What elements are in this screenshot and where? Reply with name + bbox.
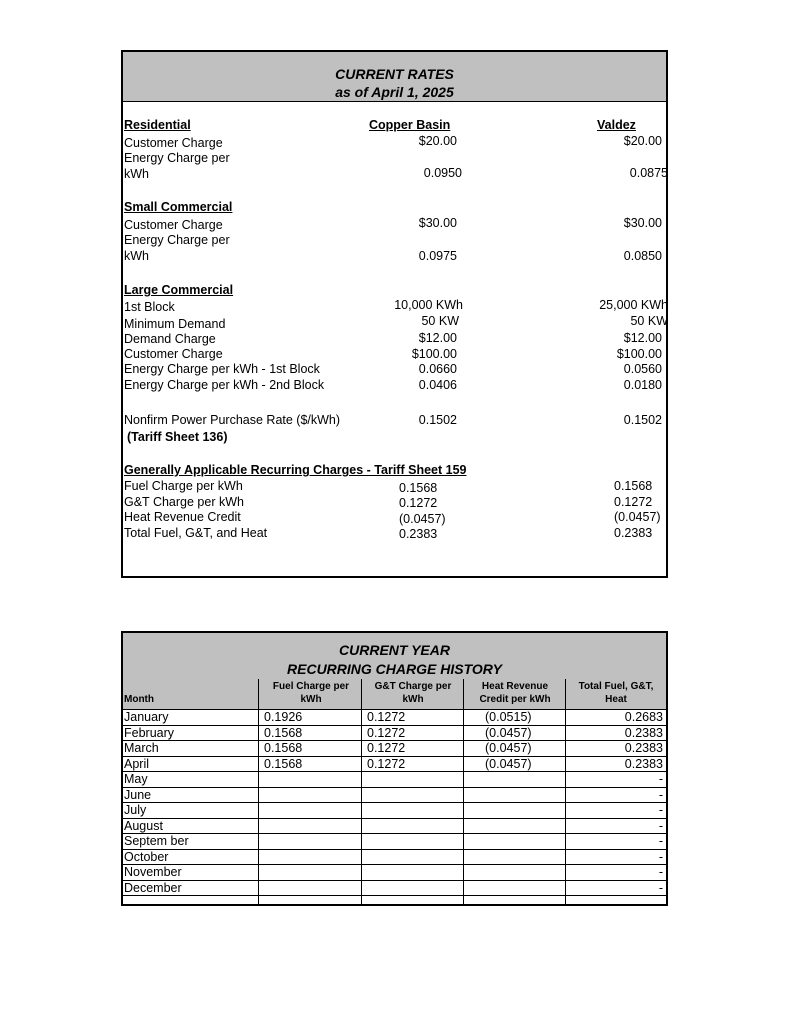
history-month-cell: March	[124, 741, 159, 755]
history-total-cell: 0.2383	[624, 725, 663, 740]
total-header-line1: Total Fuel, G&T,	[578, 681, 654, 692]
large-commercial-row-copper: $100.00	[411, 347, 457, 361]
recurring-row-label: Total Fuel, G&T, and Heat	[124, 526, 268, 540]
history-total-cell: 0.2383	[624, 756, 663, 771]
copper-basin-column-header: Copper Basin	[369, 118, 451, 132]
valdez-column-header: Valdez	[597, 118, 636, 132]
month-column-header: Month	[124, 694, 154, 705]
history-month-cell: October	[124, 849, 169, 864]
large-commercial-row-valdez: 0.0180	[623, 378, 662, 392]
history-total-cell: -	[658, 865, 663, 879]
rates-title: CURRENT RATES	[335, 66, 454, 82]
column-divider	[258, 679, 259, 906]
history-month-cell: July	[124, 803, 147, 817]
column-divider	[463, 679, 464, 906]
history-total-cell: -	[658, 772, 663, 786]
nonfirm-rate-valdez: 0.1502	[623, 413, 662, 427]
recurring-charges-heading: Generally Applicable Recurring Charges - Tariff Sheet 159	[124, 463, 467, 477]
history-fuel-cell: 0.1568	[264, 725, 303, 740]
history-month-cell: May	[124, 772, 148, 786]
history-total-cell: -	[658, 880, 663, 895]
history-month-cell: Septem ber	[124, 834, 189, 848]
rates-subtitle: as of April 1, 2025	[335, 84, 454, 100]
gt-charge-header-line2: kWh	[402, 694, 424, 705]
large-commercial-row-label: 1st Block	[124, 300, 175, 314]
recurring-row-copper: (0.0457)	[399, 512, 446, 526]
history-total-cell: -	[658, 787, 663, 802]
large-commercial-row-label: Energy Charge per kWh - 2nd Block	[124, 378, 325, 392]
small-commercial-energy-copper: 0.0975	[418, 249, 457, 263]
nonfirm-rate-label: Nonfirm Power Purchase Rate ($/kWh)	[124, 413, 341, 427]
large-commercial-row-valdez: 0.0560	[623, 362, 662, 376]
small-commercial-energy-label-unit: kWh	[124, 249, 149, 263]
large-commercial-row-label: Demand Charge	[124, 332, 216, 346]
large-commercial-row-copper: 0.0660	[418, 362, 457, 376]
residential-energy-label-unit: kWh	[124, 167, 149, 181]
history-total-cell: -	[658, 818, 663, 833]
nonfirm-rate-copper: 0.1502	[418, 413, 457, 427]
small-commercial-customer-label: Customer Charge	[124, 218, 223, 232]
large-commercial-row-copper: 50 KW	[421, 314, 459, 328]
history-month-cell: December	[124, 880, 182, 895]
large-commercial-row-label: Customer Charge	[124, 347, 223, 361]
small-commercial-customer-valdez: $30.00	[623, 216, 662, 230]
residential-energy-label: Energy Charge per	[124, 151, 230, 165]
recurring-row-valdez: 0.1568	[614, 479, 653, 493]
small-commercial-heading: Small Commercial	[124, 200, 233, 214]
large-commercial-row-valdez: 50 KW	[630, 314, 668, 328]
current-rates-panel	[121, 50, 668, 578]
history-total-cell: -	[658, 834, 663, 848]
large-commercial-row-valdez: 25,000 KWh	[599, 298, 668, 312]
history-gt-cell: 0.1272	[367, 725, 406, 740]
nonfirm-tariff-sheet: (Tariff Sheet 136)	[127, 430, 228, 444]
history-total-cell: -	[658, 849, 663, 864]
history-total-cell: 0.2683	[624, 710, 663, 724]
gt-charge-column-header	[362, 680, 464, 706]
large-commercial-row-label: Minimum Demand	[124, 317, 226, 331]
heat-revenue-column-header	[464, 680, 566, 706]
history-heat-cell: (0.0515)	[485, 710, 532, 724]
small-commercial-energy-label: Energy Charge per	[124, 233, 230, 247]
history-heat-cell: (0.0457)	[485, 741, 532, 755]
large-commercial-row-label: Energy Charge per kWh - 1st Block	[124, 362, 320, 376]
residential-energy-valdez: 0.0875	[629, 166, 668, 180]
residential-customer-copper: $20.00	[418, 134, 457, 148]
recurring-row-copper: 0.2383	[399, 527, 438, 541]
recurring-row-label: Fuel Charge per kWh	[124, 479, 243, 493]
total-header-line2: Heat	[605, 694, 627, 705]
heat-revenue-header-line1: Heat Revenue	[481, 681, 549, 692]
history-gt-cell: 0.1272	[367, 741, 406, 755]
history-fuel-cell: 0.1568	[264, 756, 303, 771]
recurring-row-label: Heat Revenue Credit	[124, 510, 241, 524]
history-total-cell: -	[658, 803, 663, 817]
history-month-cell: November	[124, 865, 182, 879]
history-heat-cell: (0.0457)	[485, 756, 532, 771]
residential-customer-label: Customer Charge	[124, 136, 223, 150]
large-commercial-row-copper: 10,000 KWh	[394, 298, 463, 312]
recurring-row-label: G&T Charge per kWh	[124, 495, 244, 509]
history-title: CURRENT YEAR	[339, 642, 450, 658]
row-divider	[123, 895, 666, 896]
fuel-charge-column-header	[260, 680, 362, 706]
history-month-cell: January	[124, 710, 169, 724]
history-month-cell: August	[124, 818, 163, 833]
large-commercial-row-copper: 0.0406	[418, 378, 457, 392]
rates-header	[123, 52, 666, 102]
history-heat-cell: (0.0457)	[485, 725, 532, 740]
fuel-charge-header-line1: Fuel Charge per	[272, 681, 350, 692]
residential-energy-copper: 0.0950	[423, 166, 462, 180]
history-fuel-cell: 0.1926	[264, 710, 303, 724]
residential-heading: Residential	[124, 118, 191, 132]
large-commercial-heading: Large Commercial	[124, 283, 234, 297]
history-month-cell: April	[124, 756, 150, 771]
large-commercial-row-copper: $12.00	[418, 331, 457, 345]
history-gt-cell: 0.1272	[367, 756, 406, 771]
recurring-row-copper: 0.1568	[399, 481, 438, 495]
history-total-cell: 0.2383	[624, 741, 663, 755]
history-gt-cell: 0.1272	[367, 710, 406, 724]
recurring-charge-history-panel	[121, 631, 668, 906]
large-commercial-row-valdez: $100.00	[616, 347, 662, 361]
residential-customer-valdez: $20.00	[623, 134, 662, 148]
heat-revenue-header-line2: Credit per kWh	[479, 694, 551, 705]
recurring-row-valdez: 0.1272	[614, 495, 653, 509]
recurring-row-valdez: (0.0457)	[614, 510, 661, 524]
large-commercial-row-valdez: $12.00	[623, 331, 662, 345]
small-commercial-customer-copper: $30.00	[418, 216, 457, 230]
recurring-row-valdez: 0.2383	[614, 526, 653, 540]
fuel-charge-header-line2: kWh	[300, 694, 322, 705]
recurring-row-copper: 0.1272	[399, 496, 438, 510]
history-subtitle: RECURRING CHARGE HISTORY	[287, 661, 502, 677]
small-commercial-energy-valdez: 0.0850	[623, 249, 662, 263]
history-month-cell: June	[124, 787, 152, 802]
history-fuel-cell: 0.1568	[264, 741, 303, 755]
column-divider	[565, 679, 566, 906]
column-divider	[361, 679, 362, 906]
gt-charge-header-line1: G&T Charge per	[374, 681, 452, 692]
total-column-header	[566, 680, 666, 706]
history-month-cell: February	[124, 725, 175, 740]
